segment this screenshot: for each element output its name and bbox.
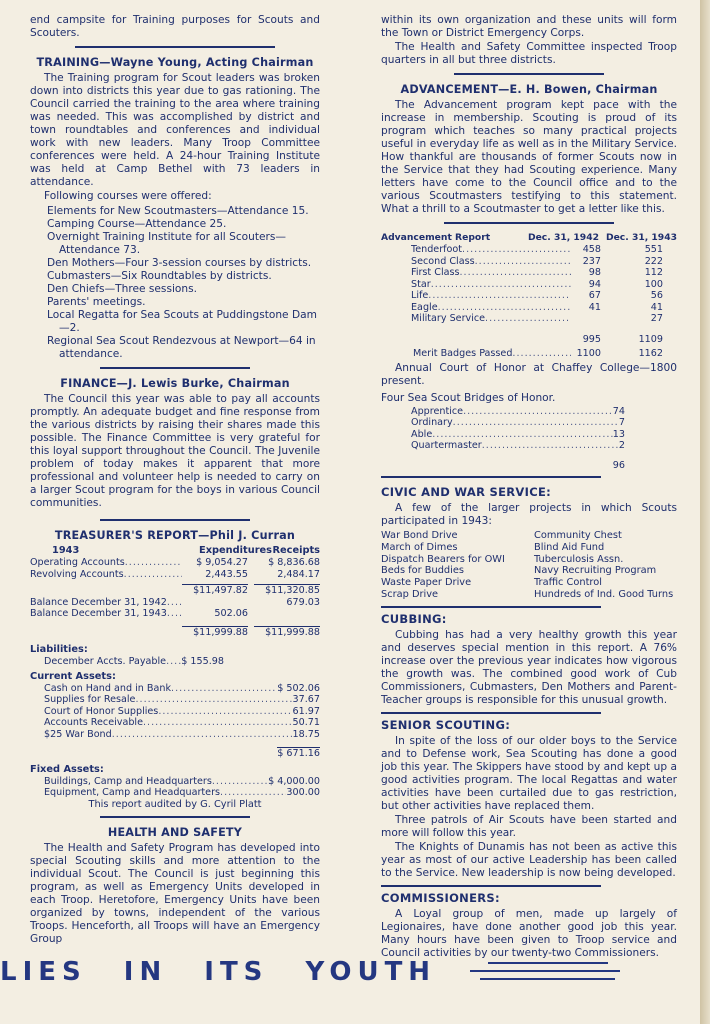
table-row [411,348,677,360]
row-a: 1100 [576,348,601,359]
treasurer-heading: TREASURER'S REPORT—Phil J. Curran [54,529,296,542]
senior-heading: SENIOR SCOUTING: [381,717,511,732]
row-a: 98 [588,267,601,278]
assets-label: Current Assets: [30,670,116,682]
row-a: 41 [588,301,601,313]
row-b: 100 [644,278,663,290]
table-row [411,440,625,452]
list-item: Waste Paper Drive [381,577,472,589]
table-row [411,313,677,325]
list-item: Tuberculosis Assn. [534,553,624,565]
table-row [411,244,677,256]
training-heading: TRAINING—Wayne Young, Acting Chairman [36,56,314,69]
row-exp [182,597,248,609]
assets-rows [30,683,320,760]
audit-text: This report audited by G. Cyril Platt [88,798,262,810]
table-row [44,776,320,788]
table-row [30,608,320,620]
row-exp: 502.06 [214,608,248,619]
table-row [411,302,677,314]
list-item: Regional Sea Scout Rendezvous at Newport—64 in attendance. [47,335,316,360]
row-a: 67 [588,290,601,301]
assets-total: $ 671.16 [277,748,320,759]
row-exp: 2,443.55 [205,568,248,580]
commissioners-body: A Loyal group of men, made up largely of Legionaires, have done another good job this year. Many hours have been given to Troop service and Council activities by our twenty-two Commissioners. [381,907,677,959]
row-value: 7 [618,417,625,428]
commissioners-heading: COMMISSIONERS: [381,890,500,905]
row-value: 2 [618,440,625,451]
treasurer-rows [30,557,320,638]
row-label: Life [411,290,429,301]
table-row [44,706,320,718]
row-b: 551 [644,244,663,255]
row-b: 112 [644,267,663,278]
fixed-label: Fixed Assets: [30,763,104,775]
total-b: 1109 [638,333,663,345]
row-a: 237 [582,255,601,267]
row-b: 41 [650,301,663,313]
left-column [30,14,320,947]
row-label: Revolving Accounts [30,568,124,580]
civic-projects [381,530,677,601]
finance-heading: FINANCE—J. Lewis Burke, Chairman [60,377,290,390]
col-receipts: Receipts [272,545,320,556]
table-row [411,429,625,441]
divider [454,73,604,75]
row-a: 458 [582,244,601,255]
civic-heading: CIVIC AND WAR SERVICE: [381,485,552,499]
divider [381,712,601,714]
row-label: First Class [411,267,460,278]
total-rec: $11,999.88 [254,626,320,639]
row-b: 56 [650,290,663,301]
advancement-table-header [381,232,677,244]
col-1943: Dec. 31, 1943 [605,232,677,243]
court-of-honor: Annual Court of Honor at Chaffey College—1800 present. [381,361,677,387]
divider [381,606,601,608]
list-item: Den Mothers—Four 3-session courses by districts. [47,257,312,269]
row-label: $25 War Bond [44,728,112,740]
list-item: Scrap Drive [381,588,439,600]
table-row [30,656,224,668]
row-label: Quartermaster [411,440,482,451]
audit-note [30,799,320,811]
row-label: Operating Accounts [30,557,125,568]
table-row [44,694,320,706]
treasurer-table-header [30,545,320,557]
row-label: Eagle [411,301,438,313]
table-row [44,787,320,799]
list-item: Blind Aid Fund [534,541,605,553]
subtotal-rec: $11,320.85 [254,584,320,597]
senior-body-3: The Knights of Dunamis has not been as active this year as most of our active Leadership has been called to the Service. New leadership is now being developed. [381,840,677,879]
bridges-rows [381,406,677,472]
finance-body: The Council this year was able to pay all accounts promptly. An adequate budget and fine response from the various districts by raising their shares made this possible. The Finance Committee is very grateful for this loyal support throughout the Council. The Juvenile problem of today makes it apparent that more professional and volunteer help is needed to carry on a larger Scout program for the boys in various Council communities. [30,393,320,509]
table-row [30,597,320,609]
list-item: Community Chest [534,530,622,541]
divider [100,519,250,521]
list-item: March of Dimes [381,541,458,553]
row-exp: $ 9,054.27 [196,557,248,568]
bridges-total: 96 [612,459,625,471]
training-body: The Training program for Scout leaders was broken down into districts this year due to gas rationing. The Council carried the training to the area where training was needed. This was accomplished by district and town roundtables and conferences and individual work with new leaders. Many Troop Committee conferences were held. A 24-hour Training Institute was held at Camp Bethel with 73 leaders in attendance. [30,72,320,188]
divider [100,816,250,818]
row-label: Accounts Receivable [44,717,143,728]
cubbing-body: Cubbing has had a very healthy growth this year and deserves special mention in this report. A 76% increase over the previous year indicates how vigorous the growth was. The combined good work of Cub Commissioners, Cubmasters, Den Mothers and Parent-Teacher groups is responsible for this unusual growth. [381,628,677,706]
row-label: Balance December 31, 1943 [30,608,167,619]
banner-line [470,970,620,972]
list-item: Traffic Control [534,577,602,589]
civic-left-list [381,530,524,601]
senior-body-1: In spite of the loss of our older boys to the Service and to Defense work, Sea Scouting has done a good job this year. The Skippers have stood by and kept up a good activities program. The local Regattas and water activities have been curtailed due to gas restriction, but other activities have replaced them. [381,734,677,812]
row-value: $ 502.06 [277,682,320,694]
page-edge [700,0,710,1024]
table-row [411,290,677,302]
table-row [411,460,625,472]
row-a: 94 [588,278,601,290]
row-a [571,313,601,325]
banner-line [488,962,608,964]
row-value: 50.71 [292,717,320,728]
table-row [44,747,320,760]
table-row [411,279,677,291]
divider [381,885,601,887]
row-label: Second Class [411,255,475,267]
senior-body-2: Three patrols of Air Scouts have been started and more will follow this year. [381,813,677,839]
subtotal-exp: $11,497.82 [182,584,248,597]
row-b: 222 [644,255,663,267]
advancement-body: The Advancement program kept pace with the increase in membership. Scouting is proud of its program which teaches so many practical projects useful in everyday life as well as in the Military Service. How thankful are thousands of former Scouts now in the Service that they had Scouting experience. Many letters have come to the Council office and to the various Scoutmasters testifying to this statement. What a thrill to a Scoutmaster to get a letter like this. [381,99,677,215]
row-b: 27 [650,313,663,324]
row-label: Court of Honor Supplies [44,705,159,717]
row-rec: 2,484.17 [277,568,320,580]
divider [444,222,614,224]
health-continued: within its own organization and these units will form the Town or District Emergency Corps. [381,14,677,39]
table-row [411,406,625,418]
row-rec: $ 8,836.68 [268,557,320,568]
row-value: 61.97 [292,705,320,717]
bridges-title: Four Sea Scout Bridges of Honor. [381,391,556,404]
row-value: 18.75 [292,728,320,740]
table-row [411,334,677,346]
bottom-banner: LIES IN ITS YOUTH [0,957,437,987]
right-column [381,14,677,961]
banner-line [480,978,615,980]
row-label: Balance December 31, 1942 [30,596,167,608]
fixed-rows [30,776,320,799]
liabilities-label: Liabilities: [30,644,88,655]
row-value: $ 4,000.00 [268,775,320,787]
divider [75,46,275,48]
list-item: Local Regatta for Sea Scouts at Puddingstone Dam—2. [47,309,317,334]
row-label: Merit Badges Passed [413,348,513,359]
list-item: Elements for New Scoutmasters—Attendance 15. [47,205,309,217]
civic-body: A few of the larger projects in which Scouts participated in 1943: [381,502,677,527]
list-item: Camping Course—Attendance 25. [47,218,227,230]
list-item: Cubmasters—Six Roundtables by districts. [47,270,272,282]
cubbing-heading: CUBBING: [381,611,447,626]
table-row [44,729,320,741]
list-item: Navy Recruiting Program [534,565,657,577]
table-row [30,584,320,597]
row-value: 13 [612,428,625,440]
total-a: 995 [582,333,601,345]
civic-right-list [534,530,677,601]
row-label: Apprentice [411,405,464,417]
row-label: Military Service [411,313,486,324]
row-label: Star [411,278,431,290]
row-value: 74 [612,405,625,417]
table-row [30,626,320,639]
advancement-table-title: Advancement Report [381,232,491,243]
row-value: 300.00 [286,787,320,798]
row-label: Equipment, Camp and Headquarters [44,787,221,798]
list-item: Den Chiefs—Three sessions. [47,283,197,295]
list-item: Parents' meetings. [47,296,146,308]
row-label: Cash on Hand and in Bank [44,682,172,694]
col-1942: Dec. 31, 1942 [527,232,599,243]
health-continued-2: The Health and Safety Committee inspected Troop quarters in all but three districts. [381,41,677,66]
list-item: Overnight Training Institute for all Scouters—Attendance 73. [47,231,287,256]
treasurer-year: 1943 [52,545,80,556]
table-row [411,256,677,268]
row-label: Buildings, Camp and Headquarters [44,775,212,787]
list-item: War Bond Drive [381,530,458,541]
intro-text: end campsite for Training purposes for Scouts and Scouters. [30,14,320,39]
divider [381,476,601,478]
courses-list [47,205,320,361]
table-row [44,717,320,729]
list-item: Dispatch Bearers for OWI [381,553,505,565]
row-label: Tenderfoot [411,244,463,255]
total-exp: $11,999.88 [182,626,248,639]
advancement-heading: ADVANCEMENT—E. H. Bowen, Chairman [400,83,658,96]
row-rec [248,608,320,620]
row-b: 1162 [638,348,663,359]
list-item: Beds for Buddies [381,565,464,577]
row-value: $ 155.98 [181,656,224,667]
list-item: Hundreds of Ind. Good Turns [534,588,674,600]
row-label: Ordinary [411,417,453,428]
health-body: The Health and Safety Program has developed into special Scouting skills and more attention to the individual Scout. The Council is just beginning this program, as well as Emergency Units developed in each Troop. Heretofore, Emergency Units have been organized by towns, independent of the various Troops. Henceforth, all Troops will have an Emergency Group [30,842,320,945]
row-value: 37.67 [292,694,320,705]
row-rec: 679.03 [286,596,320,608]
table-row [44,683,320,695]
table-row [30,557,320,569]
row-label: Able [411,428,433,440]
row-label: December Accts. Payable [44,656,167,667]
advancement-rows [381,244,677,360]
row-label: Supplies for Resale [44,694,136,705]
courses-intro: Following courses were offered: [44,190,212,202]
divider [100,367,250,369]
col-expenditures: Expenditures [199,545,272,556]
table-row [411,267,677,279]
table-row [30,569,320,581]
health-heading: HEALTH AND SAFETY [107,826,243,839]
table-row [411,417,625,429]
